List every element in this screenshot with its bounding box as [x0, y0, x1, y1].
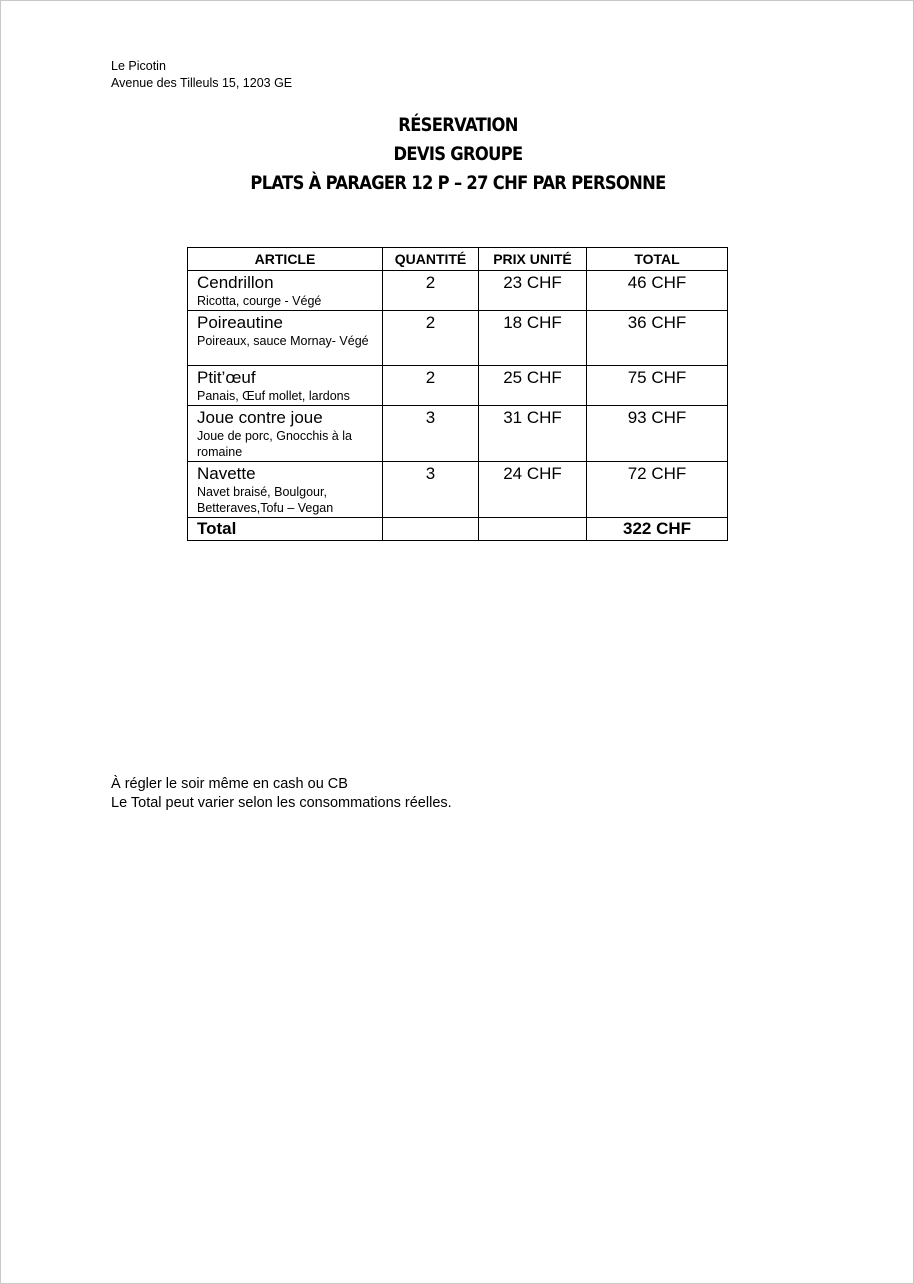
item-description: Poireaux, sauce Mornay- Végé [197, 334, 369, 348]
item-description: Panais, Œuf mollet, lardons [197, 389, 350, 403]
title-line-dishes: PLATS À PARAGER 12 P – 27 CHF PAR PERSONNE [250, 172, 666, 194]
grand-total-value: 322 CHF [587, 518, 728, 541]
total-label: Total [188, 518, 383, 541]
restaurant-address: Avenue des Tilleuls 15, 1203 GE [111, 76, 293, 90]
payment-note: À régler le soir même en cash ou CB [111, 776, 348, 792]
quantity-cell: 3 [383, 462, 479, 518]
total-empty-cell [383, 518, 479, 541]
unit-price-cell: 24 CHF [479, 462, 587, 518]
item-description: Joue de porc, Gnocchis à la romaine [197, 429, 352, 459]
item-name: Cendrillon [197, 273, 274, 292]
table-header-row [188, 248, 728, 271]
quantity-cell: 2 [383, 311, 479, 366]
total-empty-cell [479, 518, 587, 541]
line-total-cell: 72 CHF [587, 462, 728, 518]
article-cell [188, 311, 383, 366]
unit-price-cell: 23 CHF [479, 271, 587, 311]
table-row [188, 271, 728, 311]
line-total-cell: 75 CHF [587, 366, 728, 406]
total-row [188, 518, 728, 541]
quote-table [187, 247, 728, 541]
item-name: Poireautine [197, 313, 284, 332]
quantity-cell: 3 [383, 406, 479, 462]
sender-block [111, 58, 292, 92]
total-disclaimer: Le Total peut varier selon les consommations réelles. [111, 794, 452, 811]
unit-price-cell: 18 CHF [479, 311, 587, 366]
table-row [188, 366, 728, 406]
header-article: ARTICLE [188, 248, 383, 271]
header-quantity: QUANTITÉ [383, 248, 479, 271]
article-cell [188, 366, 383, 406]
item-description: Ricotta, courge - Végé [197, 294, 322, 308]
article-cell [188, 271, 383, 311]
header-total: TOTAL [587, 248, 728, 271]
line-total-cell: 93 CHF [587, 406, 728, 462]
item-name: Ptit’œuf [197, 368, 256, 387]
line-total-cell: 46 CHF [587, 271, 728, 311]
quantity-cell: 2 [383, 366, 479, 406]
quantity-cell: 2 [383, 271, 479, 311]
table-row [188, 311, 728, 366]
item-description: Navet braisé, Boulgour, Betteraves,Tofu – Vegan [197, 485, 334, 515]
title-line-quote: DEVIS GROUPE [393, 143, 523, 165]
table-row [188, 462, 728, 518]
item-name: Joue contre joue [197, 408, 323, 427]
document-title [65, 111, 851, 198]
title-line-reservation: RÉSERVATION [398, 114, 518, 136]
line-total-cell: 36 CHF [587, 311, 728, 366]
payment-notes [111, 775, 452, 812]
article-cell [188, 406, 383, 462]
header-unit-price: PRIX UNITÉ [479, 248, 587, 271]
restaurant-name: Le Picotin [111, 59, 166, 73]
table-row [188, 406, 728, 462]
unit-price-cell: 31 CHF [479, 406, 587, 462]
item-name: Navette [197, 464, 256, 483]
article-cell [188, 462, 383, 518]
unit-price-cell: 25 CHF [479, 366, 587, 406]
